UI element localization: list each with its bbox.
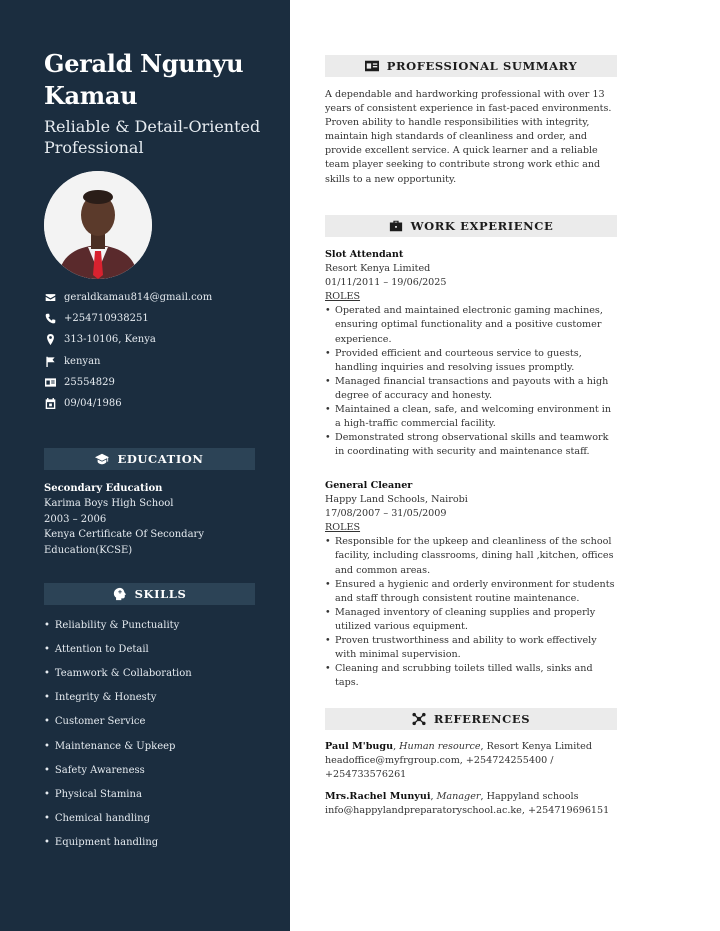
skill-item: • Chemical handling — [44, 807, 274, 831]
reference-role: Manager — [436, 791, 481, 802]
reference-name: Paul M'bugu — [325, 741, 394, 752]
skills-heading: SKILLS — [44, 583, 255, 605]
contact-value: 313-10106, Kenya — [64, 334, 156, 346]
reference-org: Happyland schools — [486, 791, 579, 802]
education-degree: Secondary Education — [44, 483, 163, 494]
contact-email[interactable] — [44, 287, 284, 308]
skills-list — [44, 613, 274, 855]
id-card-icon — [365, 59, 379, 73]
job-bullets — [325, 535, 617, 690]
contact-nationality — [44, 351, 284, 372]
job-entry — [325, 248, 617, 459]
profile-photo — [44, 171, 152, 279]
contact-birthdate — [44, 393, 284, 414]
reference-entry: Paul M'bugu, Human resource, Resort Kenya Limited headoffice@myfrgroup.com, +254724255400 / +254733576261 — [325, 740, 617, 782]
skill-item: • Attention to Detail — [44, 637, 274, 661]
calendar-icon — [44, 398, 56, 410]
job-title: General Cleaner — [325, 480, 413, 491]
phone-icon — [44, 313, 56, 325]
education-entry — [44, 481, 264, 558]
job-title: Slot Attendant — [325, 249, 404, 260]
job-bullet: • Ensured a hygienic and orderly environment for students and staff through consistent routine maintenance. — [325, 578, 617, 606]
job-company: Resort Kenya Limited — [325, 263, 431, 275]
contact-value: kenyan — [64, 355, 101, 367]
references-heading: REFERENCES — [325, 708, 617, 730]
roles-label: ROLES — [325, 522, 361, 534]
skill-item: • Reliability & Punctuality — [44, 613, 274, 637]
reference-entry: Mrs.Rachel Munyui, Manager, Happyland schools info@happylandpreparatoryschool.ac.ke, +254719696151 — [325, 790, 617, 818]
candidate-name: Gerald Ngunyu Kamau — [44, 49, 244, 110]
education-dates: 2003 – 2006 — [44, 513, 107, 525]
flag-icon — [44, 355, 56, 367]
skill-item: • Maintenance & Upkeep — [44, 734, 274, 758]
job-bullet: • Provided efficient and courteous service to guests, handling inquiries and resolving issues promptly. — [325, 347, 617, 375]
job-bullet: • Proven trustworthiness and ability to work effectively with minimal supervision. — [325, 634, 617, 662]
education-school: Karima Boys High School — [44, 498, 174, 509]
job-bullet: • Cleaning and scrubbing toilets tilled walls, sinks and taps. — [325, 662, 617, 690]
contact-address — [44, 329, 284, 350]
graduation-cap-icon — [95, 452, 109, 466]
skill-item: • Teamwork & Collaboration — [44, 661, 274, 685]
contact-id — [44, 372, 284, 393]
network-icon — [412, 712, 426, 726]
skill-item: • Equipment handling — [44, 831, 274, 855]
contact-phone[interactable] — [44, 308, 284, 329]
contact-value: geraldkamau814@gmail.com — [64, 292, 213, 304]
job-dates: 01/11/2011 – 19/06/2025 — [325, 277, 447, 289]
email-icon — [44, 292, 56, 304]
reference-contact[interactable]: info@happylandpreparatoryschool.ac.ke, +254719696151 — [325, 805, 610, 817]
contact-value: +254710938251 — [64, 313, 149, 325]
briefcase-icon — [389, 219, 403, 233]
job-dates: 17/08/2007 – 31/05/2009 — [325, 508, 447, 520]
roles-label: ROLES — [325, 291, 361, 303]
brain-icon — [113, 587, 127, 601]
education-certificate: Kenya Certificate Of Secondary Education(KCSE) — [44, 529, 204, 556]
summary-text: A dependable and hardworking professional with over 13 years of consistent experience in fast-paced environments. Proven ability to handle responsibilities with integrity, maintain high standards of cleanliness and order, and provide excellent service. A quick learner and a reliable team player seeking to contribute strong work ethic and skills to a new opportunity. — [325, 89, 612, 185]
headline: Reliable & Detail-Oriented Professional — [44, 117, 261, 157]
skill-item: • Physical Stamina — [44, 782, 274, 806]
job-bullets — [325, 304, 617, 459]
job-company: Happy Land Schools, Nairobi — [325, 494, 468, 506]
summary-heading: PROFESSIONAL SUMMARY — [325, 55, 617, 77]
reference-role: Human resource — [399, 741, 481, 752]
reference-org: Resort Kenya Limited — [486, 741, 592, 752]
job-bullet: • Managed financial transactions and payouts with a high degree of accuracy and honesty. — [325, 375, 617, 403]
reference-name: Mrs.Rachel Munyui — [325, 791, 431, 802]
job-bullet: • Managed inventory of cleaning supplies and properly utilized various equipment. — [325, 606, 617, 634]
contact-value: 25554829 — [64, 376, 115, 388]
id-card-icon — [44, 376, 56, 388]
skill-item: • Customer Service — [44, 710, 274, 734]
reference-contact[interactable]: headoffice@myfrgroup.com, +254724255400 / +254733576261 — [325, 755, 554, 781]
job-bullet: • Responsible for the upkeep and cleanliness of the school facility, including classrooms, dining hall ,kitchen, offices and common areas. — [325, 535, 617, 577]
sidebar — [0, 0, 290, 931]
main-content — [303, 0, 720, 931]
job-entry — [325, 479, 617, 690]
contact-value: 09/04/1986 — [64, 398, 122, 410]
experience-heading: WORK EXPERIENCE — [325, 215, 617, 237]
job-bullet: • Operated and maintained electronic gaming machines, ensuring optimal functionality and a positive customer experience. — [325, 304, 617, 346]
location-icon — [44, 334, 56, 346]
education-heading: EDUCATION — [44, 448, 255, 470]
job-bullet: • Demonstrated strong observational skills and teamwork in coordinating with security and maintenance staff. — [325, 431, 617, 459]
skill-item: • Integrity & Honesty — [44, 686, 274, 710]
job-bullet: • Maintained a clean, safe, and welcoming environment in a high-traffic commercial facility. — [325, 403, 617, 431]
skill-item: • Safety Awareness — [44, 758, 274, 782]
contact-list — [44, 287, 284, 414]
